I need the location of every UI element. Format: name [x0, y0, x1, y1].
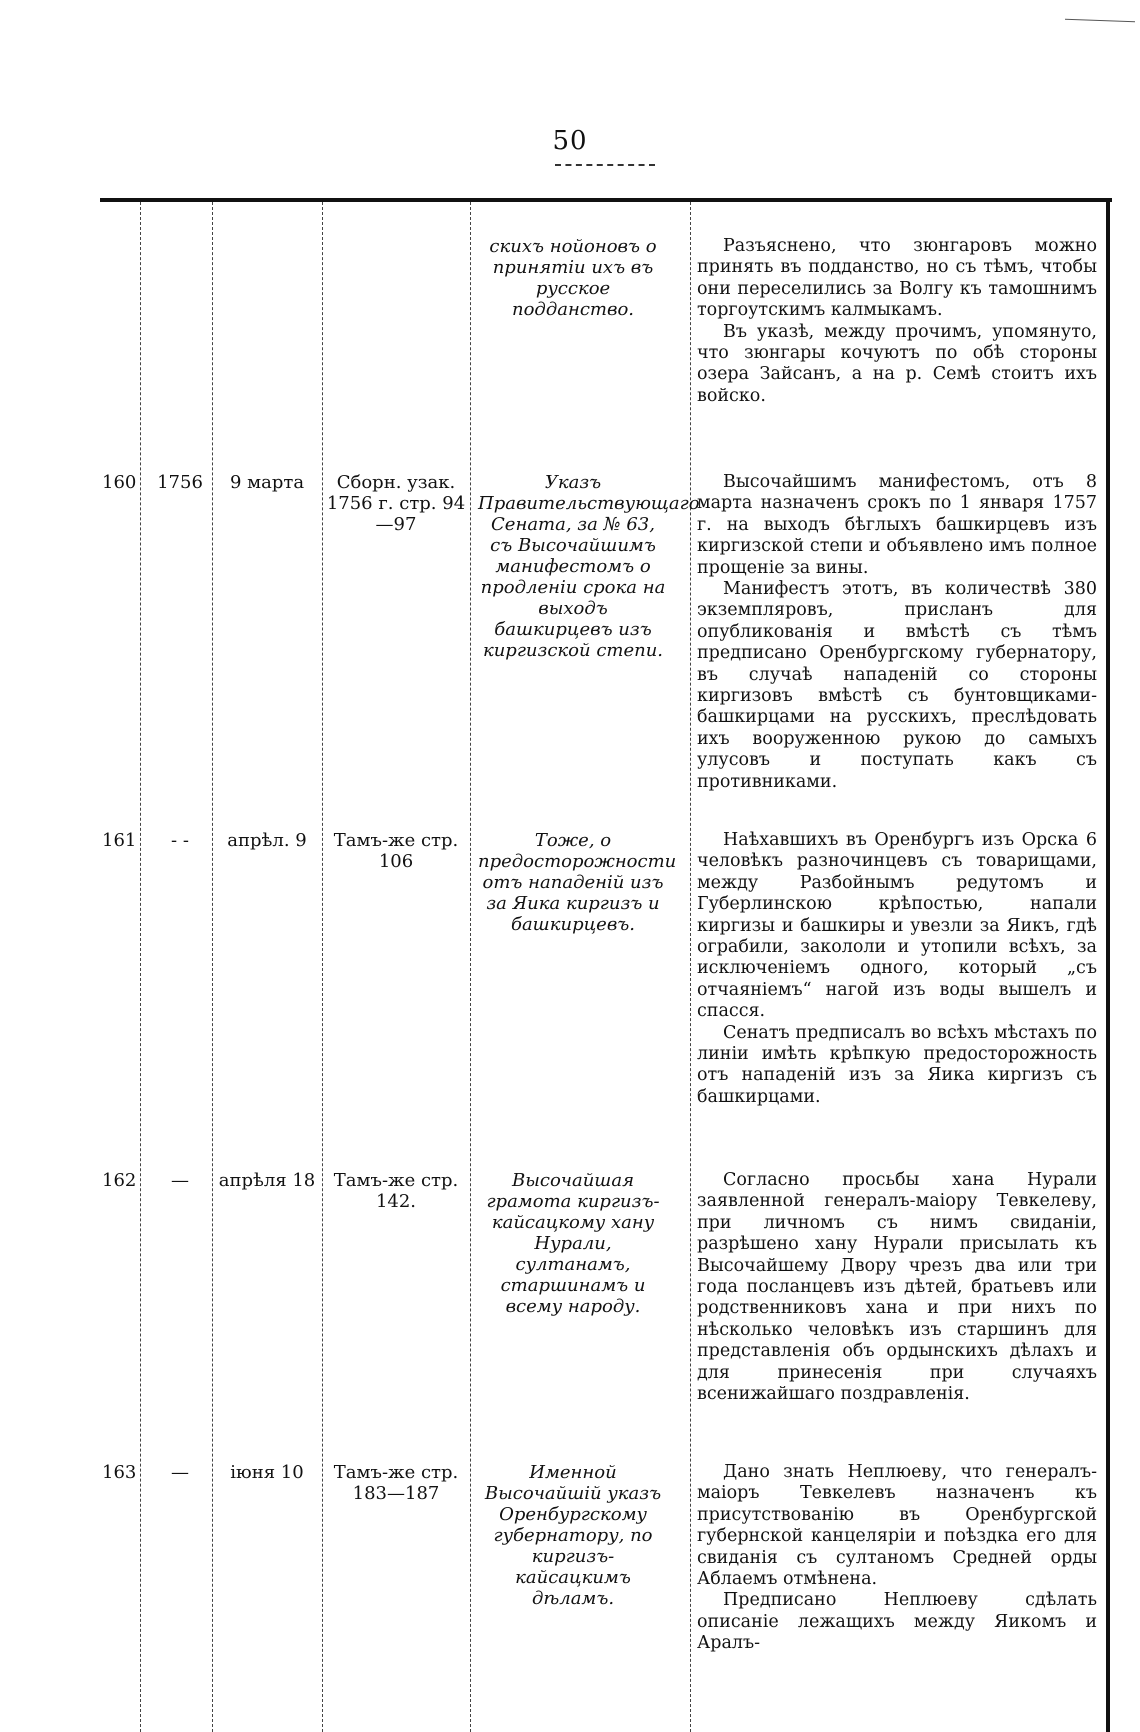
- entry-source: Тамъ-же стр. 183—187: [333, 1462, 459, 1504]
- entry-paragraph: Высочайшимъ манифестомъ, отъ 8 марта назначенъ срокъ по 1 января 1757 г. на выходъ бѣглыхъ башкирцевъ изъ киргизской степи и объявлено имъ полное прощеніе за вины.: [697, 472, 1097, 578]
- column-divider: [140, 202, 141, 1732]
- column-divider: [690, 202, 691, 1732]
- entry-paragraph: Наѣхавшихъ въ Оренбургъ изъ Орска 6 человѣкъ разночинцевъ съ товарищами, между Разбойнымъ редутомъ и Губерлинскою крѣпостью, напали киргизы и башкиры и увезли за Яикъ, гдѣ ограбили, закололи и утопили всѣхъ, за исключеніемъ одного, который „съ отчаяніемъ“ нагой изъ воды вышелъ и спасся.: [697, 830, 1097, 1022]
- entry-text: [697, 472, 1097, 793]
- entry-title: Указъ Правительствующаго Сената, за № 63, съ Высочайшимъ манифестомъ о продленіи срока на выходъ башкирцевъ изъ киргизской степи.: [478, 472, 700, 661]
- column-divider: [212, 202, 213, 1732]
- entry-source: Тамъ-же стр. 106: [333, 830, 459, 872]
- entry-date: апрѣля 18: [218, 1170, 316, 1191]
- entry-date: іюня 10: [230, 1462, 304, 1483]
- entry-number: 162: [102, 1170, 137, 1191]
- entry-paragraph: Въ указѣ, между прочимъ, упомянуто, что зюнгары кочуютъ по обѣ стороны озера Зайсанъ, а на р. Семѣ стоитъ ихъ войско.: [697, 321, 1097, 406]
- entry-paragraph: Сенатъ предписалъ во всѣхъ мѣстахъ по линіи имѣть крѣпкую предосторожность отъ нападеній изъ за Яика киргизъ съ башкирцами.: [697, 1022, 1097, 1107]
- entry-source: Тамъ-же стр. 142.: [333, 1170, 459, 1212]
- entry-number: 163: [102, 1462, 137, 1483]
- entry-paragraph: Предписано Неплюеву сдѣлать описаніе лежащихъ между Яикомъ и Аралъ-: [697, 1590, 1097, 1654]
- entry-year: —: [171, 1170, 189, 1191]
- table-top-rule: [100, 198, 1112, 202]
- entry-number: 161: [102, 830, 137, 851]
- entry-text: [697, 1462, 1097, 1655]
- corner-scan-mark: [1065, 19, 1135, 22]
- entry-paragraph: Манифестъ этотъ, въ количествѣ 380 экземпляровъ, присланъ для опубликованія и вмѣстѣ съ тѣмъ предписано Оренбургскому губернатору, въ случаѣ нападеній со стороны киргизовъ вмѣстѣ съ бунтовщиками-башкирцами на русскихъ, преслѣдовать ихъ вооруженною рукою до самыхъ улусовъ и поступать какъ съ противниками.: [697, 579, 1097, 792]
- entry-year: —: [171, 1462, 189, 1483]
- entry-date: 9 марта: [229, 472, 305, 493]
- entry-number: 160: [102, 472, 137, 493]
- column-divider: [322, 202, 323, 1732]
- column-divider: [470, 202, 471, 1732]
- page-number-underline: [555, 164, 655, 166]
- entry-paragraph: Дано знать Неплюеву, что генералъ-маіоръ Тевкелевъ назначенъ къ присутствованію въ Оренбургской губернской канцеляріи и поѣздка его для свиданія съ султаномъ Средней орды Аблаемъ отмѣнена.: [697, 1462, 1097, 1590]
- entry-text: [697, 830, 1097, 1108]
- entry-year: - -: [171, 830, 189, 851]
- entry-source: Сборн. узак. 1756 г. стр. 94—97: [326, 472, 466, 535]
- entry-paragraph: Согласно просьбы хана Нурали заявленной генералъ-маіору Тевкелеву, при личномъ съ нимъ свиданіи, разрѣшено хану Нурали присылать къ Высочайшему Двору чрезъ два или три года посланцевъ изъ дѣтей, братьевъ или родственниковъ хана и при нихъ по нѣсколько человѣкъ изъ старшинъ для представленія объ ордынскихъ дѣлахъ и для принесенія при случаяхъ всенижайшаго поздравленія.: [697, 1170, 1097, 1405]
- entry-title: скихъ нойоновъ о принятіи ихъ въ русское подданство.: [489, 236, 657, 320]
- entry-paragraph: Разъяснено, что зюнгаровъ можно принять въ подданство, но съ тѣмъ, чтобы они переселились за Волгу къ тамошнимъ торгоутскимъ калмыкамъ.: [697, 236, 1097, 321]
- entry-date: апрѣл. 9: [227, 830, 307, 851]
- table-right-rule: [1106, 198, 1110, 1732]
- entry-title: Тоже, о предосторожности отъ нападеній изъ за Яика киргизъ и башкирцевъ.: [478, 830, 677, 935]
- entry-title: Высочайшая грамота киргизъ-кайсацкому хану Нурали, султанамъ, старшинамъ и всему народу.: [486, 1170, 660, 1317]
- entry-text: [697, 236, 1097, 407]
- entry-text: [697, 1170, 1097, 1405]
- entry-year: 1756: [157, 472, 203, 493]
- page-number: 50: [552, 126, 588, 156]
- entry-title: Именной Высочайшій указъ Оренбургскому губернатору, по киргизъ-кайсацкимъ дѣламъ.: [484, 1462, 662, 1609]
